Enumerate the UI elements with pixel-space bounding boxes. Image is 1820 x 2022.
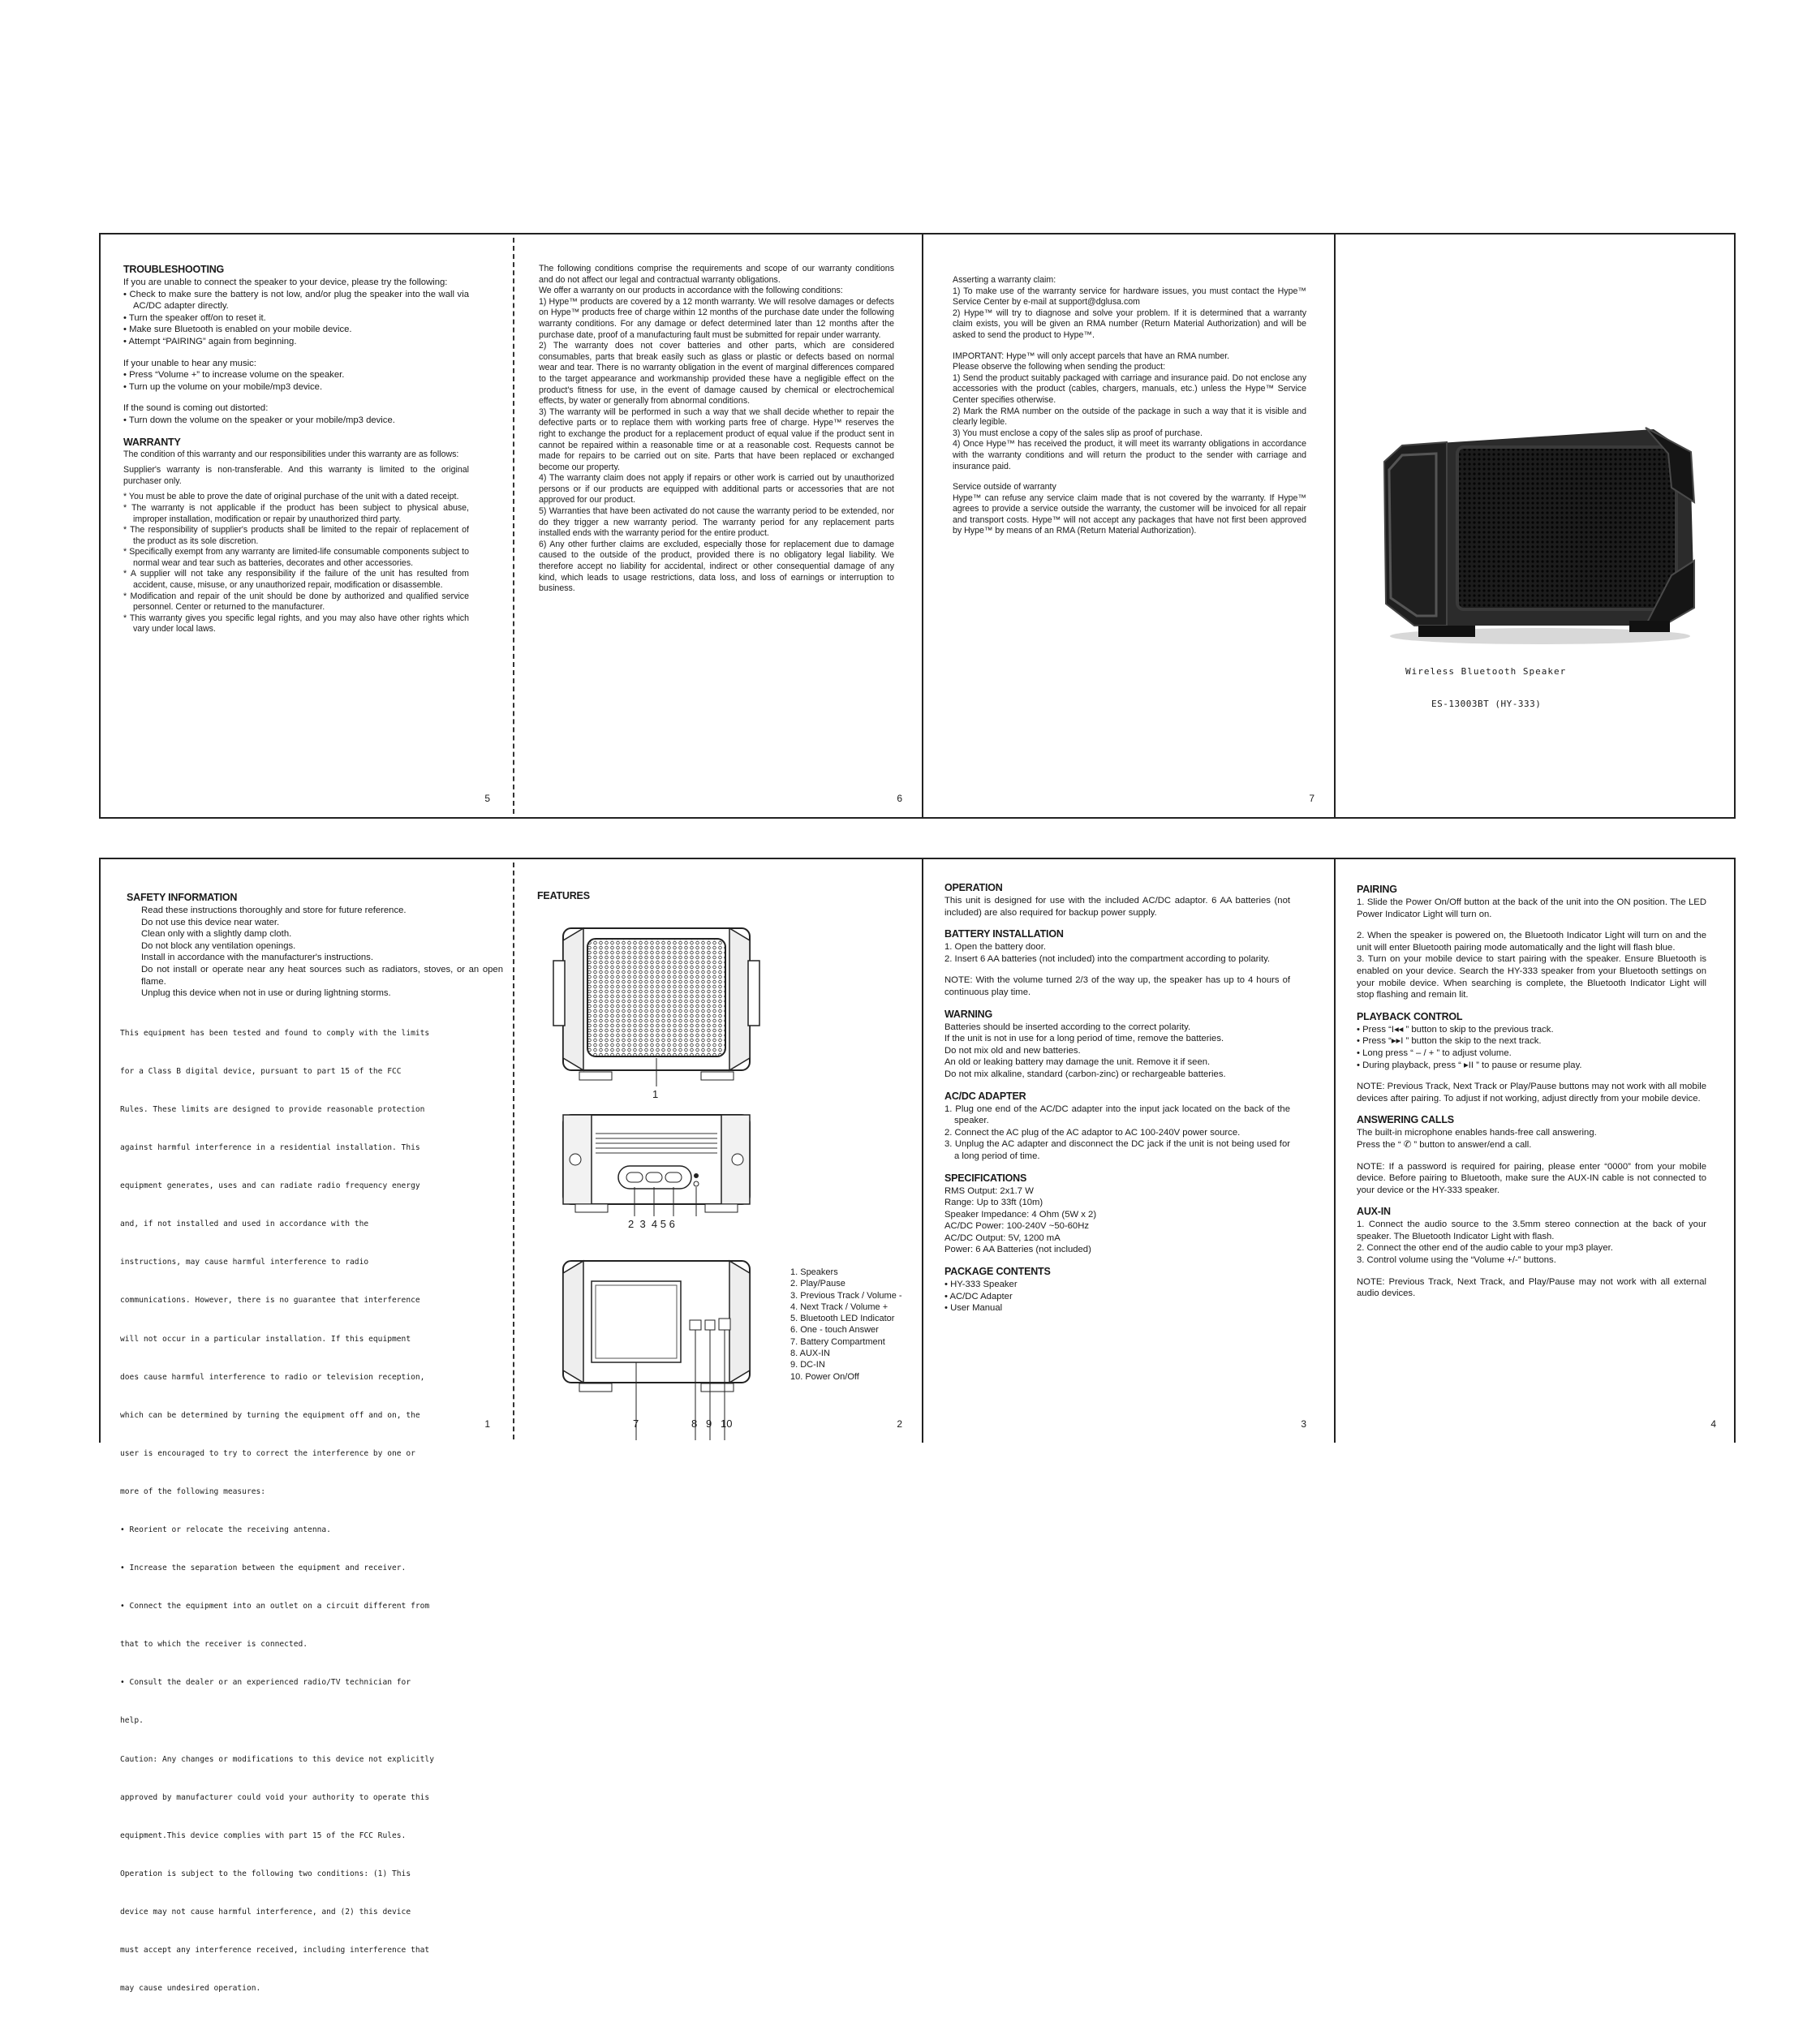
aux-note: NOTE: Previous Track, Next Track, and Play/Pause may not work with all external audio devices.	[1357, 1276, 1706, 1299]
aux-step: 1. Connect the audio source to the 3.5mm stereo connection at the back of your speaker. The Bluetooth Indicator Light with flash.	[1357, 1220, 1706, 1241]
acdc-step: 3. Unplug the AC adapter and disconnect the DC jack if the unit is not being used for a long period of time.	[944, 1139, 1290, 1161]
fcc-line: that to which the receiver is connected.	[120, 1640, 308, 1650]
warranty-note: * The responsibility of supplier's products shall be limited to the repair of replacement of the product as its sole discretion.	[123, 525, 469, 546]
fcc-line: Operation is subject to the following two conditions: (1) This	[120, 1869, 411, 1878]
warranty-condition: 5) Warranties that have been activated do not cause the warranty period to be extended, nor do they trigger a new warranty period. The warranty period for any replacement parts installed ends with the warranty period for the entire product.	[539, 506, 894, 539]
legend-item: 4. Next Track / Volume +	[790, 1301, 888, 1312]
page-number: 1	[484, 1418, 490, 1430]
send-step: 4) Once Hype™ has received the product, it will meet its warranty obligations in accordance with the warranty conditions and will return the product to the sender with carriage and insurance paid.	[953, 439, 1306, 471]
connect-tip: • Turn the speaker off/on to reset it.	[123, 312, 266, 323]
warranty-note: * The warranty is not applicable if the product has been subject to physical abuse, improper installation, modification or repair by unauthorized third party.	[123, 502, 469, 524]
safety-item: Install in accordance with the manufacturer's instructions.	[141, 953, 373, 963]
service-title: Service outside of warranty	[953, 482, 1056, 493]
legend-item: 5. Bluetooth LED Indicator	[790, 1314, 895, 1324]
package-item: • User Manual	[944, 1303, 1003, 1314]
battery-step: 1. Open the battery door.	[944, 942, 1046, 953]
distorted-tip: • Turn down the volume on the speaker or your mobile/mp3 device.	[123, 415, 395, 425]
fcc-line: must accept any interference received, including interference that	[120, 1946, 430, 1955]
password-note: NOTE: If a password is required for pairing, please enter “0000” from your mobile device. Before pairing to Bluetooth, make sure the AUX-IN cable is not connected to your device or the HY-333 speaker.	[1357, 1161, 1706, 1195]
speaker-photo	[1370, 413, 1710, 648]
package-title: PACKAGE CONTENTS	[944, 1266, 1051, 1278]
bottom-sheet	[99, 858, 1736, 1994]
warranty-note: * A supplier will not take any responsibility if the failure of the unit has resulted from accident, cause, misuse, or any unauthorized repair, modification or disassemble.	[123, 569, 469, 591]
fcc-line: will not occur in a particular installation. If this equipment	[120, 1334, 411, 1344]
important-note: IMPORTANT: Hype™ will only accept parcels that have an RMA number.	[953, 351, 1230, 361]
figure-label: 10	[721, 1418, 733, 1430]
figure-label: 9	[706, 1418, 712, 1430]
music-tip: • Press “Volume +” to increase volume on the speaker.	[123, 370, 345, 381]
safety-item: Clean only with a slightly damp cloth.	[141, 929, 292, 940]
page-number: 4	[1710, 1418, 1716, 1430]
page-5	[101, 234, 513, 817]
troubleshooting-title: TROUBLESHOOTING	[123, 264, 225, 275]
legend-item: 10. Power On/Off	[790, 1371, 859, 1382]
operation-text: This unit is designed for use with the included AC/DC adaptor. 6 AA batteries (not included) are also required for backup power supply.	[944, 896, 1290, 918]
legend-item: 1. Speakers	[790, 1267, 838, 1277]
fcc-line: equipment.This device complies with part 15 of the FCC Rules.	[120, 1831, 407, 1840]
fcc-line: and, if not installed and used in accordance with the	[120, 1220, 369, 1229]
features-title: FEATURES	[537, 890, 590, 901]
battery-step: 2. Insert 6 AA batteries (not included) into the compartment according to polarity.	[944, 953, 1271, 964]
fcc-line: equipment generates, uses and can radiate radio frequency energy	[120, 1181, 420, 1191]
calls-text: The built-in microphone enables hands-free call answering.	[1357, 1128, 1597, 1138]
figure-label: 7	[633, 1418, 639, 1430]
warranty-paragraph: Supplier's warranty is non-transferable. And this warranty is limited to the original purchaser only.	[123, 465, 469, 486]
package-item: • HY-333 Speaker	[944, 1280, 1018, 1290]
model-number: ES-13003BT (HY-333)	[1431, 699, 1542, 709]
aux-step: 3. Control volume using the “Volume +/-” buttons.	[1357, 1255, 1556, 1266]
playback-item: • During playback, press “ ▸II ” to pause or resume play.	[1357, 1060, 1582, 1070]
fcc-line: against harmful interference in a residential installation. This	[120, 1143, 420, 1153]
safety-title: SAFETY INFORMATION	[127, 892, 238, 903]
fcc-line: user is encouraged to try to correct the interference by one or	[120, 1448, 415, 1458]
legend-item: 3. Previous Track / Volume -	[790, 1290, 902, 1301]
fcc-line: • Reorient or relocate the receiving antenna.	[120, 1525, 331, 1534]
warranty-note: * This warranty gives you specific legal rights, and you may also have other rights which vary under local laws.	[123, 613, 469, 635]
product-name: Wireless Bluetooth Speaker	[1405, 666, 1567, 677]
warning-item: An old or leaking battery may damage the unit. Remove it if seen.	[944, 1057, 1211, 1068]
fcc-line: which can be determined by turning the equipment off and on, the	[120, 1410, 420, 1420]
send-step: 1) Send the product suitably packaged with carriage and insurance paid. Do not enclose any accessories with the product (cables, chargers, manuals, etc.) unless the Hype™ Service Center specifies otherwise.	[953, 372, 1306, 405]
playback-note: NOTE: Previous Track, Next Track or Play/Pause buttons may not work with all mobile devices after pairing. To adjust if not working, adjust directly from your mobile device.	[1357, 1082, 1706, 1103]
acdc-step: 1. Plug one end of the AC/DC adapter into the input jack located on the back of the speaker.	[944, 1103, 1290, 1126]
playback-item: • Press “▸▸I ” button the skip to the next track.	[1357, 1036, 1542, 1047]
spec-item: RMS Output: 2x1.7 W	[944, 1185, 1034, 1196]
warranty-condition: 6) Any other further claims are excluded, especially those for replacement due to damage caused to the outside of the product, provided there is no obligatory legal liability. We therefore accept no liability for accidental, indirect or other consequential damage of any kind, which leads to usage restrictions, data loss, and loss of earnings or interruption to business.	[539, 539, 894, 594]
page-2	[514, 859, 922, 1443]
fcc-line: • Connect the equipment into an outlet on a circuit different from	[120, 1602, 430, 1611]
observe-note: Please observe the following when sending the product:	[953, 362, 1166, 372]
legend-item: 6. One - touch Answer	[790, 1325, 879, 1336]
playback-item: • Long press “ – / + ” to adjust volume.	[1357, 1048, 1512, 1058]
fcc-line: more of the following measures:	[120, 1486, 266, 1496]
warranty-condition: 3) The warranty will be performed in such a way that we shall decide whether to repair the defective parts or to replace them with working parts free of charge. Hype™ reserves the right to exchange the product for a replacement product of equal value if the product sent in cannot be repaired within a reasonable time or at a reasonable cost. Requests cannot be made for repairs to be carried out on site. Parts that have been replaced or exchanged become our property.	[539, 407, 894, 472]
page-7	[923, 234, 1334, 817]
claim-step: 1) To make use of the warranty service for hardware issues, you must contact the Hype™ Service Center by e-mail at support@dglusa.com	[953, 286, 1306, 308]
warning-item: Batteries should be inserted according to the correct polarity.	[944, 1022, 1191, 1032]
legend-item: 8. AUX-IN	[790, 1349, 830, 1359]
speaker-top-diagram	[547, 1103, 766, 1224]
warranty-condition: We offer a warranty on our products in accordance with the following conditions:	[539, 286, 843, 296]
page-number: 3	[1301, 1418, 1306, 1430]
fcc-line: device may not cause harmful interference, and (2) this device	[120, 1907, 411, 1917]
pairing-step: 3. Turn on your mobile device to start pairing with the speaker. Ensure Bluetooth is enabled on your device. Search the HY-333 speaker from your Bluetooth settings on your mobile device. When searching is complete, the Bluetooth Indicator Light will stop flashing and remain lit.	[1357, 954, 1706, 1000]
figure-label: 1	[652, 1088, 659, 1100]
claim-title: Asserting a warranty claim:	[953, 275, 1056, 285]
features-legend	[790, 1267, 902, 1383]
calls-press: Press the “ ✆ ” button to answer/end a call.	[1357, 1139, 1532, 1150]
playback-title: PLAYBACK CONTROL	[1357, 1010, 1463, 1022]
fcc-line: does cause harmful interference to radio or television reception,	[120, 1372, 425, 1382]
battery-title: BATTERY INSTALLATION	[944, 928, 1064, 940]
fcc-line: • Increase the separation between the equipment and receiver.	[120, 1564, 407, 1573]
speaker-back-diagram	[547, 1249, 766, 1452]
warranty-note: * You must be able to prove the date of original purchase of the unit with a dated receipt.	[123, 492, 459, 502]
legend-item: 7. Battery Compartment	[790, 1336, 885, 1347]
connect-tip: • Make sure Bluetooth is enabled on your mobile device.	[123, 325, 352, 335]
fcc-line: for a Class B digital device, pursuant to part 15 of the FCC	[120, 1066, 402, 1076]
figure-label: 8	[691, 1418, 698, 1430]
send-step: 2) Mark the RMA number on the outside of the package in such a way that it is visible and clearly legible.	[953, 406, 1306, 428]
top-sheet	[99, 233, 1736, 819]
page-number: 2	[897, 1418, 902, 1430]
fcc-line: approved by manufacturer could void your authority to operate this	[120, 1792, 430, 1802]
warranty-condition: 1) Hype™ products are covered by a 12 month warranty. We will resolve damages or defects on Hype™ products free of charge within 12 months of the purchase date under the following warranty conditions. For any damage or defect determined later than 12 months after the purchase date, proof of a manufacturing fault must be submitted for repair under warranty.	[539, 296, 894, 340]
warranty-note: * Modification and repair of the unit should be done by authorized and qualified service personnel. Center or returned to the manufacturer.	[123, 591, 469, 613]
safety-item: Do not block any ventilation openings.	[141, 940, 296, 951]
warranty-condition: 4) The warranty claim does not apply if repairs or other work is carried out by unauthorized persons or if our products are equipped with additional parts or accessories that are not approved for our product.	[539, 473, 894, 506]
spec-title: SPECIFICATIONS	[944, 1172, 1027, 1184]
warning-item: Do not mix alkaline, standard (carbon-zinc) or rechargeable batteries.	[944, 1069, 1226, 1079]
distorted-intro: If the sound is coming out distorted:	[123, 403, 269, 414]
fcc-line: help.	[120, 1716, 144, 1726]
pairing-step: 2. When the speaker is powered on, the Bluetooth Indicator Light will turn on and the unit will enter Bluetooth pairing mode automatically and the light will flash blue.	[1357, 931, 1706, 953]
safety-item: Do not use this device near water.	[141, 917, 280, 927]
fcc-line: This equipment has been tested and found to comply with the limits	[120, 1028, 430, 1038]
acdc-step: 2. Connect the AC plug of the AC adaptor to AC 100-240V power source.	[944, 1127, 1241, 1138]
fcc-line: instructions, may cause harmful interference to radio	[120, 1258, 369, 1267]
fcc-statement	[120, 1000, 503, 2022]
safety-item: Unplug this device when not in use or during lightning storms.	[141, 988, 391, 999]
spec-item: Speaker Impedance: 4 Ohm (5W x 2)	[944, 1209, 1097, 1220]
warranty-condition: 2) The warranty does not cover batteries and other parts, which are considered consumables, parts that break easily such as glass or plastic or defects based on normal wear and tear. There is no warranty obligation in the event of marginal differences compared to the target appearance and workmanship provided these have a negligible effect on the product's fitness for use, in the event of damage caused by chemical or electrochemical effects, by water or generally from abnormal conditions.	[539, 341, 894, 407]
music-intro: If your unable to hear any music:	[123, 358, 256, 368]
spec-item: AC/DC Power: 100-240V ~50-60Hz	[944, 1221, 1090, 1232]
fcc-line: • Consult the dealer or an experienced radio/TV technician for	[120, 1678, 411, 1688]
claim-step: 2) Hype™ will try to diagnose and solve your problem. If it is determined that a warranty claim exists, you will be given an RMA number (Return Material Authorization) and will be asked to send the product to Hype™.	[953, 308, 1306, 340]
package-item: • AC/DC Adapter	[944, 1291, 1013, 1301]
warranty-condition: The following conditions comprise the requirements and scope of our warranty conditions and do not affect our legal and contractual warranty obligations.	[539, 264, 894, 285]
spec-item: Range: Up to 33ft (10m)	[944, 1198, 1043, 1208]
speaker-front-diagram	[547, 916, 766, 1095]
warning-title: WARNING	[944, 1008, 993, 1020]
calls-title: ANSWERING CALLS	[1357, 1114, 1454, 1126]
warranty-paragraph: The condition of this warranty and our responsibilities under this warranty are as follows:	[123, 449, 459, 459]
spec-item: AC/DC Output: 5V, 1200 mA	[944, 1233, 1061, 1243]
troubleshooting-intro: If you are unable to connect the speaker to your device, please try the following:	[123, 277, 448, 287]
warranty-note: * Specifically exempt from any warranty are limited-life consumable components subject to normal wear and tear such as batteries, decorates and other accessories.	[123, 547, 469, 568]
aux-title: AUX-IN	[1357, 1206, 1391, 1218]
aux-step: 2. Connect the other end of the audio cable to your mp3 player.	[1357, 1243, 1613, 1254]
pairing-step: 1. Slide the Power On/Off button at the back of the unit into the ON position. The LED Power Indicator Light will turn on.	[1357, 897, 1706, 919]
battery-note: NOTE: With the volume turned 2/3 of the way up, the speaker has up to 4 hours of continuous play time.	[944, 975, 1290, 997]
page-number: 5	[484, 793, 490, 804]
page-number: 7	[1309, 793, 1314, 804]
spec-item: Power: 6 AA Batteries (not included)	[944, 1245, 1091, 1255]
send-step: 3) You must enclose a copy of the sales slip as proof of purchase.	[953, 428, 1203, 438]
page-3	[923, 859, 1334, 1443]
service-text: Hype™ can refuse any service claim made that is not covered by the warranty. If Hype™ agrees to provide a service outside the warranty, the customer will be invoiced for all repair and transport costs. Hype™ will not accept any packages that have not first been approved by Hype™ by means of an RMA (Return Material Authorization).	[953, 493, 1306, 536]
fcc-line: Rules. These limits are designed to provide reasonable protection	[120, 1104, 425, 1114]
connect-tip: • Attempt “PAIRING” again from beginning.	[123, 336, 297, 346]
playback-item: • Press “I◂◂ ” button to skip to the previous track.	[1357, 1024, 1554, 1035]
safety-item: Read these instructions thoroughly and store for future reference.	[141, 906, 407, 915]
legend-item: 2. Play/Pause	[790, 1279, 845, 1289]
acdc-title: AC/DC ADAPTER	[944, 1090, 1026, 1102]
safety-item: Do not install or operate near any heat sources such as radiators, stoves, or an open flame.	[141, 964, 503, 987]
warning-item: If the unit is not in use for a long period of time, remove the batteries.	[944, 1034, 1224, 1044]
pairing-title: PAIRING	[1357, 884, 1397, 895]
connect-tip: • Check to make sure the battery is not low, and/or plug the speaker into the wall via AC/DC adapter directly.	[123, 289, 469, 312]
fcc-line: communications. However, there is no guarantee that interference	[120, 1296, 420, 1306]
music-tip: • Turn up the volume on your mobile/mp3 device.	[123, 381, 323, 392]
fcc-line: Caution: Any changes or modifications to this device not explicitly	[120, 1754, 434, 1764]
warning-item: Do not mix old and new batteries.	[944, 1045, 1081, 1056]
page-number: 6	[897, 793, 902, 804]
figure-labels: 2 3 4 5 6	[628, 1218, 675, 1230]
page-1	[101, 859, 513, 1994]
legend-item: 9. DC-IN	[790, 1360, 825, 1370]
fcc-line: may cause undesired operation.	[120, 1984, 261, 1994]
page-6	[514, 234, 922, 817]
cover-page	[1336, 234, 1736, 817]
warranty-title: WARRANTY	[123, 436, 181, 448]
page-4	[1336, 859, 1736, 1443]
operation-title: OPERATION	[944, 882, 1003, 893]
